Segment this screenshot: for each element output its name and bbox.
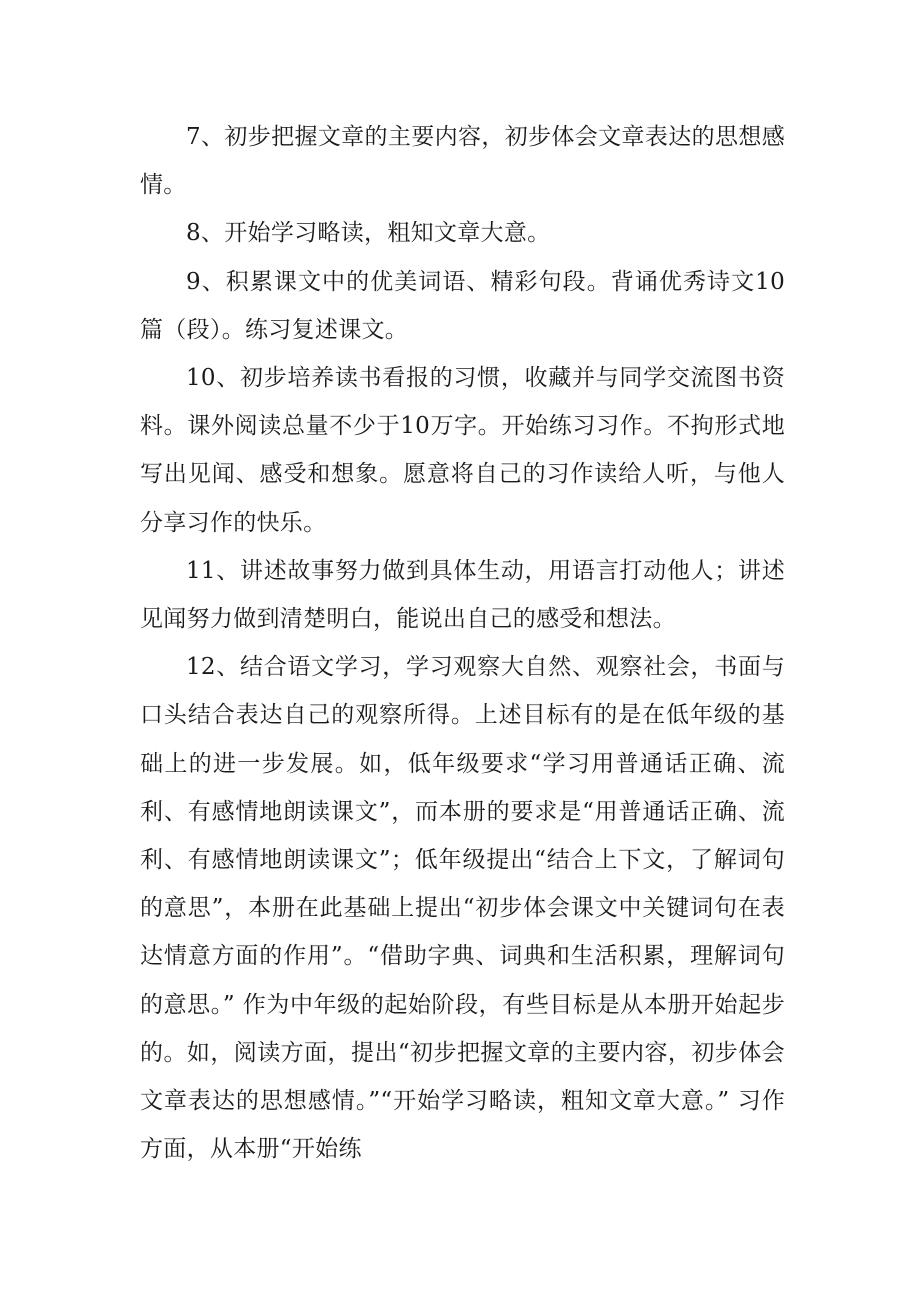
paragraph-10: 10、初步培养读书看报的习惯，收藏并与同学交流图书资料。课外阅读总量不少于10万字。开始练习习作。不拘形式地写出见闻、感受和想象。愿意将自己的习作读给人听，与他人分享习作的快乐。	[140, 365, 785, 536]
document-body	[140, 113, 785, 1173]
paragraph-7: 7、初步把握文章的主要内容，初步体会文章表达的思想感情。	[140, 124, 785, 199]
paragraph-11: 11、讲述故事努力做到具体生动，用语言打动他人；讲述见闻努力做到清楚明白，能说出自己的感受和想法。	[140, 557, 785, 633]
paragraph-12: 12、结合语文学习，学习观察大自然、观察社会，书面与口头结合表达自己的观察所得。上述目标有的是在低年级的基础上的进一步发展。如，低年级要求“学习用普通话正确、流利、有感情地朗读课文”，而本册的要求是“用普通话正确、流利、有感情地朗读课文”；低年级提出“结合上下文，了解词句的意思”，本册在此基础上提出“初步体会课文中关键词句在表达情意方面的作用”。“借助字典、词典和生活积累，理解词句的意思。” 作为中年级的起始阶段，有些目标是从本册开始起步的。如，阅读方面，提出“初步把握文章的主要内容，初步体会文章表达的思想感情。”“开始学习略读，粗知文章大意。” 习作方面，从本册“开始练	[140, 654, 785, 1163]
paragraph-8: 8、开始学习略读，粗知文章大意。	[186, 220, 551, 247]
paragraph-9: 9、积累课文中的优美词语、精彩句段。背诵优秀诗文10篇（段）。练习复述课文。	[140, 268, 785, 343]
